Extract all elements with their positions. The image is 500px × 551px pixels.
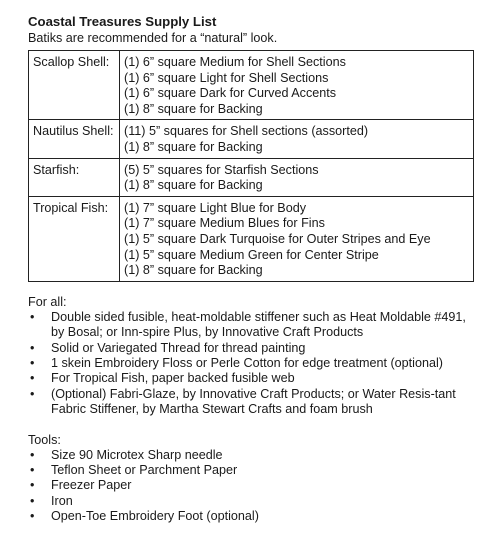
list-item-text: Solid or Variegated Thread for thread painting xyxy=(51,340,306,355)
supply-category: Scallop Shell: xyxy=(29,51,120,120)
for-all-list-item xyxy=(28,341,474,356)
tools-list-item xyxy=(28,509,474,524)
supply-category: Nautilus Shell: xyxy=(29,120,120,158)
supply-item: (11) 5” squares for Shell sections (assorted) xyxy=(124,124,369,139)
for-all-list-item xyxy=(28,371,474,386)
supply-items-cell xyxy=(120,196,474,281)
bullet-icon: • xyxy=(30,478,35,493)
supply-item: (1) 8” square for Backing xyxy=(124,178,263,193)
list-item-text: 1 skein Embroidery Floss or Perle Cotton for edge treatment (optional) xyxy=(51,355,443,370)
supply-item: (5) 5” squares for Starfish Sections xyxy=(124,162,319,177)
tools-list xyxy=(28,448,474,525)
bullet-icon: • xyxy=(30,493,35,508)
list-item-text: Freezer Paper xyxy=(51,478,132,493)
supply-items-cell xyxy=(120,158,474,196)
bullet-icon: • xyxy=(30,371,35,386)
list-item-text: Teflon Sheet or Parchment Paper xyxy=(51,462,238,477)
tools-list-item xyxy=(28,463,474,478)
supply-row xyxy=(29,51,474,120)
supply-row xyxy=(29,120,474,158)
document-subtitle: Batiks are recommended for a “natural” look. xyxy=(28,31,278,45)
supply-item: (1) 5” square Medium Green for Center Stripe xyxy=(124,247,379,262)
supply-category: Tropical Fish: xyxy=(29,196,120,281)
for-all-list-item xyxy=(28,387,474,418)
bullet-icon: • xyxy=(30,509,35,524)
tools-list-item xyxy=(28,478,474,493)
supply-item: (1) 6” square Dark for Curved Accents xyxy=(124,86,337,101)
list-item-text: For Tropical Fish, paper backed fusible web xyxy=(51,371,295,386)
bullet-icon: • xyxy=(30,447,35,462)
bullet-icon: • xyxy=(30,355,35,370)
supply-item: (1) 7” square Medium Blues for Fins xyxy=(124,216,325,231)
for-all-heading: For all: xyxy=(28,294,67,309)
bullet-icon: • xyxy=(30,340,35,355)
tools-list-item xyxy=(28,448,474,463)
for-all-list-item xyxy=(28,356,474,371)
document-title: Coastal Treasures Supply List xyxy=(28,14,217,29)
supply-item: (1) 6” square Light for Shell Sections xyxy=(124,70,329,85)
list-item-text: Size 90 Microtex Sharp needle xyxy=(51,447,223,462)
supply-table xyxy=(28,50,474,282)
bullet-icon: • xyxy=(30,386,35,401)
supply-item: (1) 6” square Medium for Shell Sections xyxy=(124,55,346,69)
supply-item: (1) 8” square for Backing xyxy=(124,139,263,154)
bullet-icon: • xyxy=(30,462,35,477)
supply-table-body xyxy=(29,51,474,282)
list-item-text: Double sided fusible, heat-moldable stiffener such as Heat Moldable #491, by Bosal; or Inn-spire Plus, by Innovative Craft Products xyxy=(51,309,466,340)
tools-heading: Tools: xyxy=(28,432,61,447)
list-item-text: Iron xyxy=(51,493,73,508)
supply-list-document xyxy=(28,13,474,525)
supply-item: (1) 5” square Dark Turquoise for Outer Stripes and Eye xyxy=(124,231,431,246)
supply-items-cell xyxy=(120,51,474,120)
supply-row xyxy=(29,196,474,281)
supply-row xyxy=(29,158,474,196)
list-item-text: Open-Toe Embroidery Foot (optional) xyxy=(51,509,259,524)
supply-category: Starfish: xyxy=(29,158,120,196)
for-all-list xyxy=(28,310,474,418)
supply-item: (1) 8” square for Backing xyxy=(124,101,263,116)
supply-item: (1) 8” square for Backing xyxy=(124,263,263,278)
supply-items-cell xyxy=(120,120,474,158)
list-item-text: (Optional) Fabri-Glaze, by Innovative Craft Products; or Water Resis-tant Fabric Stiffener, by Martha Stewart Crafts and foam brush xyxy=(51,386,456,417)
for-all-list-item xyxy=(28,310,474,341)
tools-list-item xyxy=(28,494,474,509)
bullet-icon: • xyxy=(30,309,35,324)
supply-item: (1) 7” square Light Blue for Body xyxy=(124,200,307,215)
